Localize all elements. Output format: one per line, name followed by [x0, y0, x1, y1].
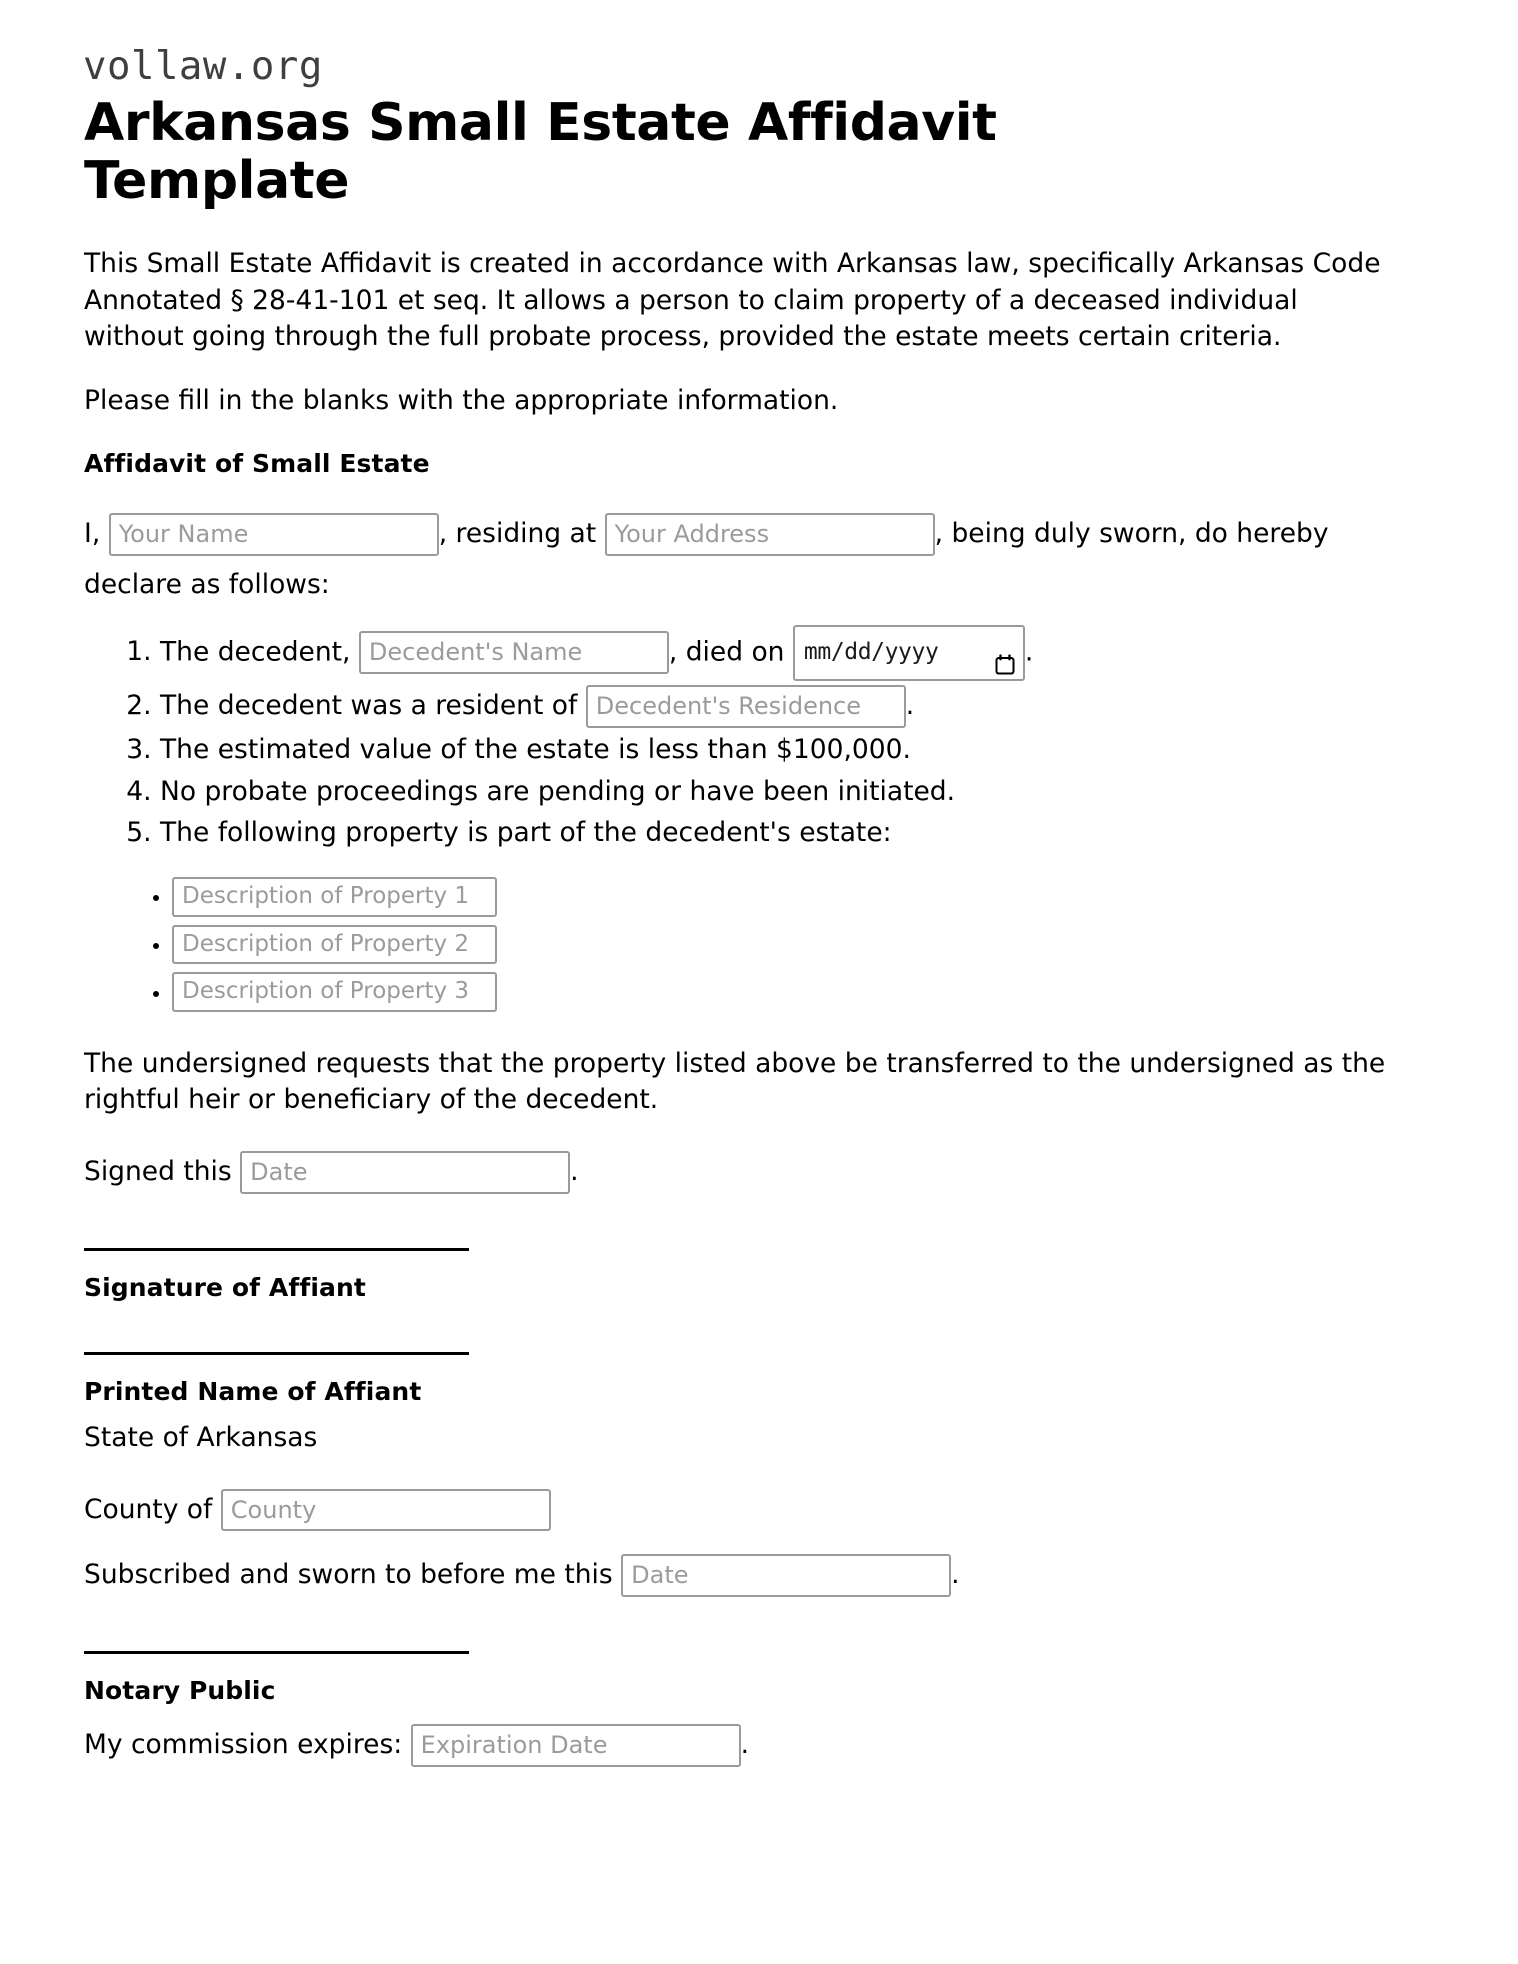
declaration-mid: , residing at — [438, 517, 597, 549]
property-list — [84, 877, 1422, 1012]
list-item — [172, 925, 1422, 965]
commission-expiration-input[interactable] — [411, 1724, 741, 1767]
state-line: State of Arkansas — [84, 1421, 318, 1453]
sworn-period: . — [951, 1559, 960, 1591]
site-name: vollaw.org — [83, 44, 323, 89]
signed-this-period: . — [570, 1155, 579, 1187]
sworn-label: Subscribed and sworn to before me this — [84, 1559, 613, 1591]
date-display-text: mm/dd/yyyy — [803, 638, 939, 665]
declaration-statement — [84, 508, 1414, 611]
property-2-input[interactable] — [172, 925, 497, 965]
sworn-line — [84, 1549, 1414, 1601]
spacer — [84, 1406, 1422, 1420]
claim-2-text-after: . — [905, 689, 915, 721]
list-item — [172, 972, 1422, 1012]
claim-property-intro: 5. The following property is part of the decedent's estate: — [160, 814, 1422, 853]
declaration-tail: , being duly sworn, do hereby declare as follows: — [84, 517, 1329, 601]
commission-period: . — [740, 1728, 750, 1760]
claim-decedent-residence — [160, 681, 1422, 731]
intro-paragraph-2: Please fill in the blanks with the appropriate information. — [84, 384, 839, 416]
claim-no-probate: 4. No probate proceedings are pending or have been initiated. — [160, 773, 1422, 812]
county-input[interactable] — [221, 1489, 551, 1532]
claim-1-text-before: The decedent, — [160, 636, 351, 668]
intro-paragraph-1: This Small Estate Affidavit is created in accordance with Arkansas law, specifically Arkansas Code Annotated § 28-41-101 et seq. It allows a person to claim property of a deceased individual without going through the full probate process, provided the estate meets certain criteria. — [84, 248, 1381, 352]
decedent-death-date-input[interactable] — [793, 625, 1025, 681]
affiant-printed-name-line — [84, 1352, 469, 1355]
page-title: Arkansas Small Estate Affidavit Template — [84, 93, 997, 212]
affidavit-heading: Affidavit of Small Estate — [84, 448, 430, 478]
list-item — [172, 877, 1422, 917]
transfer-request-paragraph: The undersigned requests that the property listed above be transferred to the undersigned as the rightful heir or beneficiary of the decedent. — [84, 1047, 1386, 1115]
affiant-printed-name-label: Printed Name of Affiant — [84, 1376, 422, 1406]
declaration-lead: I, — [84, 517, 101, 549]
affiant-signature-label: Signature of Affiant — [84, 1272, 366, 1302]
decedent-name-input[interactable] — [359, 631, 669, 674]
affiant-name-input[interactable] — [109, 513, 439, 556]
document-body — [82, 246, 1422, 1770]
notary-signature-line — [84, 1651, 469, 1654]
claim-1-text-middle: , died on — [668, 636, 785, 668]
calendar-icon[interactable] — [995, 642, 1015, 663]
signed-date-input[interactable] — [240, 1151, 570, 1194]
commission-expires-line — [84, 1719, 1414, 1771]
sworn-date-input[interactable] — [621, 1554, 951, 1597]
claim-estate-value: 3. The estimated value of the estate is less than $100,000. — [160, 731, 1422, 770]
signed-this-line — [84, 1146, 1414, 1198]
signed-this-label: Signed this — [84, 1155, 232, 1187]
spacer — [84, 1020, 1422, 1046]
spacer — [84, 1705, 1422, 1719]
affiant-address-input[interactable] — [605, 513, 935, 556]
affiant-signature-line — [84, 1248, 469, 1251]
property-3-input[interactable] — [172, 972, 497, 1012]
claim-1-text-after: . — [1024, 636, 1034, 668]
property-1-input[interactable] — [172, 877, 497, 917]
commission-label: My commission expires: — [84, 1728, 403, 1760]
claims-list — [84, 625, 1422, 853]
claim-decedent-death — [160, 625, 1422, 681]
county-line — [84, 1484, 1414, 1536]
county-label: County of — [84, 1493, 213, 1525]
notary-public-label: Notary Public — [84, 1675, 276, 1705]
claim-2-text-before: The decedent was a resident of — [160, 689, 578, 721]
decedent-residence-input[interactable] — [586, 685, 906, 728]
